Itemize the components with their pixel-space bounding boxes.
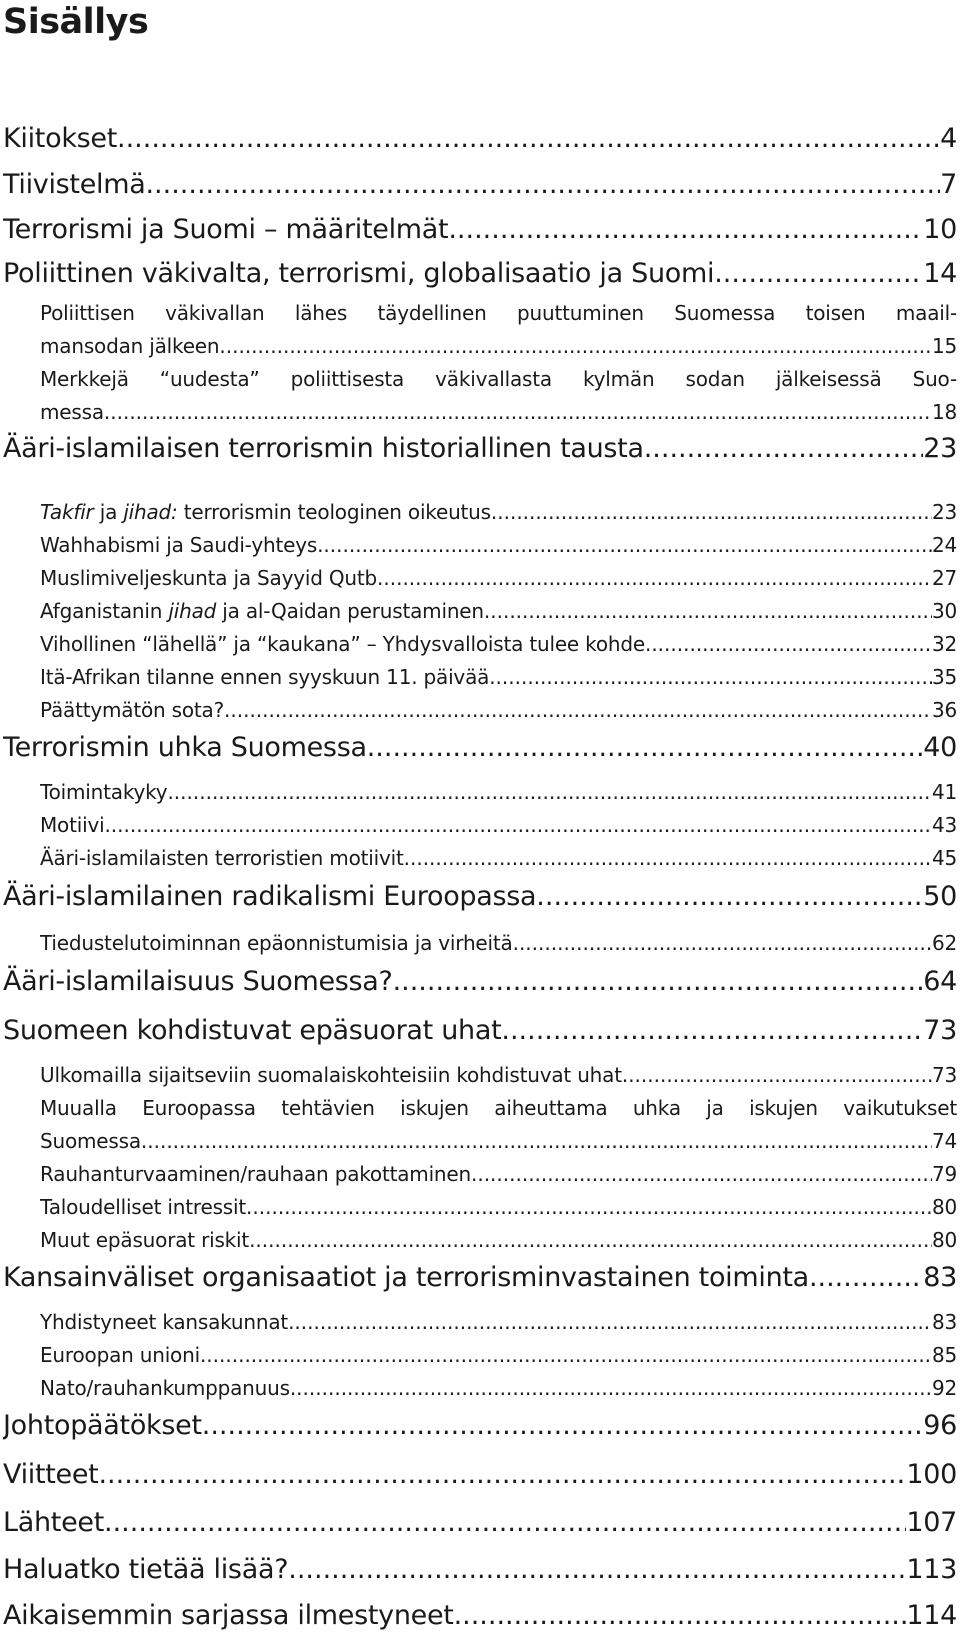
dot-leader bbox=[501, 1014, 923, 1048]
dot-leader bbox=[104, 397, 932, 427]
toc-entry[interactable] bbox=[40, 662, 957, 694]
dot-leader bbox=[714, 257, 923, 291]
toc-entry[interactable] bbox=[40, 695, 957, 727]
toc-entry-title: Muslimiveljeskunta ja Sayyid Qutb bbox=[40, 566, 378, 590]
toc-entry[interactable] bbox=[3, 965, 957, 1001]
toc-entry-title: Ääri-islamilainen radikalismi Euroopassa bbox=[3, 881, 537, 912]
toc-entry-page: 43 bbox=[931, 813, 957, 837]
toc-entry[interactable] bbox=[40, 629, 957, 661]
toc-entry[interactable] bbox=[3, 1261, 957, 1297]
toc-entry-title: mansodan jälkeen bbox=[40, 334, 220, 358]
toc-entry-title: Taloudelliset intressit bbox=[40, 1195, 247, 1219]
dot-leader bbox=[224, 695, 932, 725]
toc-entry[interactable] bbox=[40, 563, 957, 595]
toc-entry-title: Afganistanin jihad ja al-Qaidan perustaminen bbox=[40, 599, 484, 623]
toc-entry-page: 85 bbox=[931, 1343, 957, 1367]
toc-entry-page: 80 bbox=[931, 1228, 957, 1252]
toc-entry-page: 14 bbox=[923, 258, 957, 289]
toc-entry[interactable] bbox=[40, 1126, 957, 1158]
toc-entry-title: Terrorismi ja Suomi – määritelmät bbox=[3, 214, 449, 245]
toc-entry-title: Kiitokset bbox=[3, 123, 118, 154]
toc-entry[interactable] bbox=[3, 1458, 957, 1494]
toc-entry[interactable] bbox=[3, 432, 957, 468]
toc-entry[interactable] bbox=[3, 1553, 957, 1589]
dot-leader bbox=[141, 1126, 932, 1156]
toc-entry[interactable] bbox=[40, 397, 957, 429]
dot-leader bbox=[202, 1409, 923, 1443]
toc-entry-title: Päättymätön sota? bbox=[40, 698, 225, 722]
dot-leader bbox=[471, 1159, 932, 1189]
toc-entry-title: Wahhabismi ja Saudi-yhteys bbox=[40, 533, 318, 557]
toc-entry-page: 23 bbox=[923, 433, 957, 464]
toc-entry[interactable] bbox=[40, 497, 957, 529]
toc-entry-page: 100 bbox=[906, 1459, 957, 1490]
dot-leader bbox=[645, 629, 932, 659]
dot-leader bbox=[536, 880, 923, 914]
toc-entry-title: Yhdistyneet kansakunnat bbox=[40, 1310, 289, 1334]
toc-entry[interactable] bbox=[3, 880, 957, 916]
dot-leader bbox=[104, 810, 931, 840]
dot-leader bbox=[404, 843, 932, 873]
toc-entry-title: Suomessa bbox=[40, 1129, 141, 1153]
toc-entry-title: Euroopan unioni bbox=[40, 1343, 200, 1367]
toc-entry-page: 35 bbox=[931, 665, 957, 689]
toc-entry[interactable] bbox=[40, 530, 957, 562]
dot-leader bbox=[246, 1192, 932, 1222]
toc-entry-page: 4 bbox=[940, 123, 957, 154]
toc-entry-page: 45 bbox=[931, 846, 957, 870]
dot-leader bbox=[104, 1506, 906, 1540]
toc-entry-title: Kansainväliset organisaatiot ja terrorisminvastainen toiminta bbox=[3, 1262, 809, 1293]
toc-entry-title-line1: Merkkejä “uudesta” poliittisesta väkivallasta kylmän sodan jälkeisessä Suo- bbox=[40, 367, 957, 391]
toc-entry-page: 15 bbox=[931, 334, 957, 358]
dot-leader bbox=[489, 662, 932, 692]
toc-entry[interactable] bbox=[3, 1014, 957, 1050]
toc-entry[interactable] bbox=[40, 928, 957, 960]
toc-entry-title: Ääri-islamilaisten terroristien motiivit bbox=[40, 846, 404, 870]
dot-leader bbox=[288, 1307, 932, 1337]
toc-entry-page: 92 bbox=[931, 1376, 957, 1400]
toc-entry-page: 74 bbox=[931, 1129, 957, 1153]
dot-leader bbox=[145, 168, 940, 202]
toc-entry-title: Motiivi bbox=[40, 813, 105, 837]
toc-entry-title: Tiedustelutoiminnan epäonnistumisia ja virheitä bbox=[40, 931, 513, 955]
toc-entry-title: Poliittinen väkivalta, terrorismi, globalisaatio ja Suomi bbox=[3, 258, 715, 289]
toc-entry-title: Rauhanturvaaminen/rauhaan pakottaminen bbox=[40, 1162, 471, 1186]
toc-entry[interactable] bbox=[3, 1409, 957, 1445]
dot-leader bbox=[448, 213, 923, 247]
toc-entry[interactable] bbox=[3, 731, 957, 767]
dot-leader bbox=[249, 1225, 932, 1255]
dot-leader bbox=[219, 331, 932, 361]
toc-entry[interactable] bbox=[40, 331, 957, 363]
dot-leader bbox=[290, 1373, 932, 1403]
toc-entry[interactable] bbox=[40, 810, 957, 842]
toc-entry-page: 64 bbox=[923, 966, 957, 997]
toc-entry-title: Tiivistelmä bbox=[3, 169, 146, 200]
toc-entry-page: 114 bbox=[906, 1600, 957, 1631]
dot-leader bbox=[167, 777, 932, 807]
dot-leader bbox=[317, 530, 932, 560]
toc-entry-page: 41 bbox=[931, 780, 957, 804]
toc-entry-page: 73 bbox=[931, 1063, 957, 1087]
toc-entry-title: Terrorismin uhka Suomessa bbox=[3, 732, 367, 763]
toc-entry-title: Toimintakyky bbox=[40, 780, 168, 804]
toc-entry-page: 96 bbox=[923, 1410, 957, 1441]
dot-leader bbox=[393, 965, 924, 999]
dot-leader bbox=[513, 928, 932, 958]
toc-entry-page: 80 bbox=[931, 1195, 957, 1219]
toc-entry[interactable] bbox=[3, 1506, 957, 1542]
dot-leader bbox=[491, 497, 932, 527]
toc-entry-title-line1: Poliittisen väkivallan lähes täydellinen puuttuminen Suomessa toisen maail- bbox=[40, 301, 957, 325]
toc-entry[interactable] bbox=[40, 843, 957, 875]
toc-entry-title: Nato/rauhankumppanuus bbox=[40, 1376, 290, 1400]
toc-entry-title: Viitteet bbox=[3, 1459, 99, 1490]
dot-leader bbox=[98, 1458, 906, 1492]
toc-entry[interactable] bbox=[40, 596, 957, 628]
dot-leader bbox=[484, 596, 932, 626]
toc-entry-page: 50 bbox=[923, 881, 957, 912]
toc-entry-page: 7 bbox=[940, 169, 957, 200]
toc-entry-title: Vihollinen “lähellä” ja “kaukana” – Yhdysvalloista tulee kohde bbox=[40, 632, 645, 656]
dot-leader bbox=[200, 1340, 932, 1370]
toc-entry-page: 107 bbox=[906, 1507, 957, 1538]
toc-entry-title: Ulkomailla sijaitseviin suomalaiskohteisiin kohdistuvat uhat bbox=[40, 1063, 622, 1087]
toc-entry-page: 10 bbox=[923, 214, 957, 245]
toc-entry-page: 73 bbox=[923, 1015, 957, 1046]
toc-entry-title: Aikaisemmin sarjassa ilmestyneet bbox=[3, 1600, 454, 1631]
toc-entry-page: 113 bbox=[906, 1554, 957, 1585]
toc-entry-page: 83 bbox=[931, 1310, 957, 1334]
toc-entry-page: 30 bbox=[931, 599, 957, 623]
toc-entry[interactable] bbox=[40, 1373, 957, 1405]
dot-leader bbox=[288, 1553, 906, 1587]
toc-entry-page: 24 bbox=[931, 533, 957, 557]
dot-leader bbox=[367, 731, 924, 765]
toc-entry-title: Suomeen kohdistuvat epäsuorat uhat bbox=[3, 1015, 502, 1046]
toc-entry-title: messa bbox=[40, 400, 104, 424]
toc-entry[interactable] bbox=[3, 168, 957, 204]
toc-entry-page: 36 bbox=[931, 698, 957, 722]
toc-entry[interactable] bbox=[3, 122, 957, 158]
toc-entry[interactable] bbox=[40, 1225, 957, 1257]
toc-entry[interactable] bbox=[40, 1159, 957, 1191]
toc-entry[interactable] bbox=[3, 213, 957, 249]
toc-entry[interactable] bbox=[40, 777, 957, 809]
toc-entry-title: Ääri-islamilaisen terrorismin historiallinen tausta bbox=[3, 433, 644, 464]
toc-entry-page: 27 bbox=[931, 566, 957, 590]
dot-leader bbox=[644, 432, 924, 466]
toc-entry-title: Itä-Afrikan tilanne ennen syyskuun 11. päivää bbox=[40, 665, 490, 689]
page-title: Sisällys bbox=[3, 2, 149, 42]
toc-entry-page: 23 bbox=[931, 500, 957, 524]
toc-entry-title: Lähteet bbox=[3, 1507, 104, 1538]
toc-entry[interactable] bbox=[3, 257, 957, 293]
toc-entry-page: 40 bbox=[923, 732, 957, 763]
dot-leader bbox=[117, 122, 940, 156]
toc-entry[interactable] bbox=[40, 1307, 957, 1339]
dot-leader bbox=[454, 1599, 907, 1633]
toc-entry-page: 62 bbox=[931, 931, 957, 955]
toc-entry-page: 79 bbox=[931, 1162, 957, 1186]
toc-entry-page: 32 bbox=[931, 632, 957, 656]
toc-entry-page: 83 bbox=[923, 1262, 957, 1293]
toc-entry[interactable] bbox=[40, 1192, 957, 1224]
toc-entry-title-line1: Muualla Euroopassa tehtävien iskujen aiheuttama uhka ja iskujen vaikutukset bbox=[40, 1096, 957, 1120]
toc-entry-title: Haluatko tietää lisää? bbox=[3, 1554, 289, 1585]
dot-leader bbox=[809, 1261, 923, 1295]
toc-entry[interactable] bbox=[40, 1340, 957, 1372]
toc-entry-page: 18 bbox=[931, 400, 957, 424]
toc-entry-title: Muut epäsuorat riskit bbox=[40, 1228, 250, 1252]
toc-entry-title: Ääri-islamilaisuus Suomessa? bbox=[3, 966, 393, 997]
toc-entry[interactable] bbox=[40, 1060, 957, 1092]
dot-leader bbox=[622, 1060, 932, 1090]
dot-leader bbox=[377, 563, 932, 593]
toc-entry-title: Takfir ja jihad: terrorismin teologinen oikeutus bbox=[40, 500, 491, 524]
toc-entry[interactable] bbox=[3, 1599, 957, 1635]
toc-entry-title: Johtopäätökset bbox=[3, 1410, 202, 1441]
